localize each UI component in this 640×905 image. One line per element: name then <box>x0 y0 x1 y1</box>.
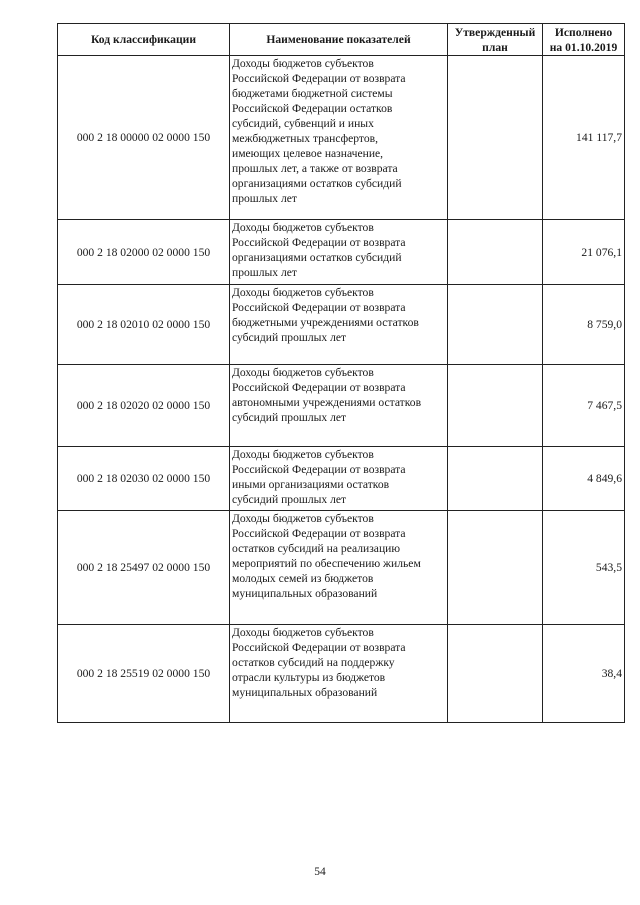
cell-done: 543,5 <box>543 511 625 625</box>
cell-name-line: муниципальных образований <box>232 686 378 699</box>
cell-name <box>230 447 448 511</box>
cell-code: 000 2 18 25497 02 0000 150 <box>58 511 230 625</box>
header-plan-line2: план <box>482 40 508 54</box>
cell-done: 7 467,5 <box>543 365 625 447</box>
cell-plan <box>448 625 543 723</box>
cell-name-line: мероприятий по обеспечению жильем <box>232 557 421 570</box>
header-done <box>543 24 625 56</box>
cell-done: 141 117,7 <box>543 56 625 220</box>
cell-name <box>230 511 448 625</box>
cell-code: 000 2 18 02000 02 0000 150 <box>58 220 230 285</box>
cell-name-line: Доходы бюджетов субъектов <box>232 221 374 234</box>
table-row <box>58 511 625 625</box>
table-row <box>58 56 625 220</box>
cell-name-line: Российской Федерации от возврата <box>232 463 406 476</box>
cell-plan <box>448 447 543 511</box>
cell-done: 21 076,1 <box>543 220 625 285</box>
cell-name-line: Российской Федерации от возврата <box>232 641 406 654</box>
cell-name-line: остатков субсидий на реализацию <box>232 542 401 555</box>
cell-name-line: Российской Федерации от возврата <box>232 301 406 314</box>
cell-name-line: Доходы бюджетов субъектов <box>232 512 374 525</box>
header-code: Код классификации <box>58 24 230 56</box>
cell-plan <box>448 56 543 220</box>
header-plan-line1: Утвержденный <box>454 25 536 39</box>
cell-name-line: прошлых лет, а также от возврата <box>232 162 398 175</box>
report-table <box>57 23 625 723</box>
header-plan <box>448 24 543 56</box>
table-row <box>58 220 625 285</box>
cell-name-line: автономными учреждениями остатков <box>232 396 422 409</box>
cell-name-line: имеющих целевое назначение, <box>232 147 384 160</box>
cell-name-line: организациями остатков субсидий <box>232 251 402 264</box>
header-row <box>58 24 625 56</box>
cell-name-line: иными организациями остатков <box>232 478 390 491</box>
cell-name-line: Доходы бюджетов субъектов <box>232 448 374 461</box>
cell-name-line: остатков субсидий на поддержку <box>232 656 395 669</box>
cell-code: 000 2 18 02020 02 0000 150 <box>58 365 230 447</box>
cell-name <box>230 625 448 723</box>
cell-name <box>230 56 448 220</box>
header-done-line1: Исполнено <box>554 25 613 39</box>
header-name: Наименование показателей <box>230 24 448 56</box>
cell-name-line: бюджетами бюджетной системы <box>232 87 393 100</box>
cell-name-line: Доходы бюджетов субъектов <box>232 286 374 299</box>
cell-name-line: Российской Федерации от возврата <box>232 236 406 249</box>
cell-name-line: Доходы бюджетов субъектов <box>232 57 374 70</box>
cell-name-line: отрасли культуры из бюджетов <box>232 671 386 684</box>
cell-name-line: прошлых лет <box>232 192 297 205</box>
table-row <box>58 365 625 447</box>
cell-done: 38,4 <box>543 625 625 723</box>
cell-name-line: Российской Федерации от возврата <box>232 527 406 540</box>
cell-code: 000 2 18 00000 02 0000 150 <box>58 56 230 220</box>
cell-name-line: организациями остатков субсидий <box>232 177 402 190</box>
cell-plan <box>448 220 543 285</box>
table-header <box>58 24 625 56</box>
page-number: 54 <box>314 866 326 878</box>
cell-name-line: бюджетными учреждениями остатков <box>232 316 419 329</box>
cell-done: 8 759,0 <box>543 285 625 365</box>
cell-code: 000 2 18 25519 02 0000 150 <box>58 625 230 723</box>
cell-plan <box>448 511 543 625</box>
cell-name-line: субсидий прошлых лет <box>232 331 347 344</box>
cell-name <box>230 365 448 447</box>
cell-name-line: Российской Федерации от возврата <box>232 381 406 394</box>
cell-name-line: Доходы бюджетов субъектов <box>232 626 374 639</box>
table-row <box>58 285 625 365</box>
table-row <box>58 625 625 723</box>
cell-name-line: межбюджетных трансфертов, <box>232 132 378 145</box>
cell-name-line: субсидий прошлых лет <box>232 411 347 424</box>
table-row <box>58 447 625 511</box>
cell-plan <box>448 365 543 447</box>
cell-name <box>230 220 448 285</box>
cell-name <box>230 285 448 365</box>
cell-name-line: муниципальных образований <box>232 587 378 600</box>
cell-name-line: прошлых лет <box>232 266 297 279</box>
cell-name-line: Российской Федерации остатков <box>232 102 393 115</box>
cell-code: 000 2 18 02030 02 0000 150 <box>58 447 230 511</box>
cell-name-line: субсидий, субвенций и иных <box>232 117 374 130</box>
cell-code: 000 2 18 02010 02 0000 150 <box>58 285 230 365</box>
cell-name-line: Российской Федерации от возврата <box>232 72 406 85</box>
header-done-line2: на 01.10.2019 <box>549 40 618 54</box>
cell-plan <box>448 285 543 365</box>
cell-name-line: молодых семей из бюджетов <box>232 572 374 585</box>
cell-done: 4 849,6 <box>543 447 625 511</box>
cell-name-line: субсидий прошлых лет <box>232 493 347 506</box>
cell-name-line: Доходы бюджетов субъектов <box>232 366 374 379</box>
table-body <box>58 56 625 723</box>
